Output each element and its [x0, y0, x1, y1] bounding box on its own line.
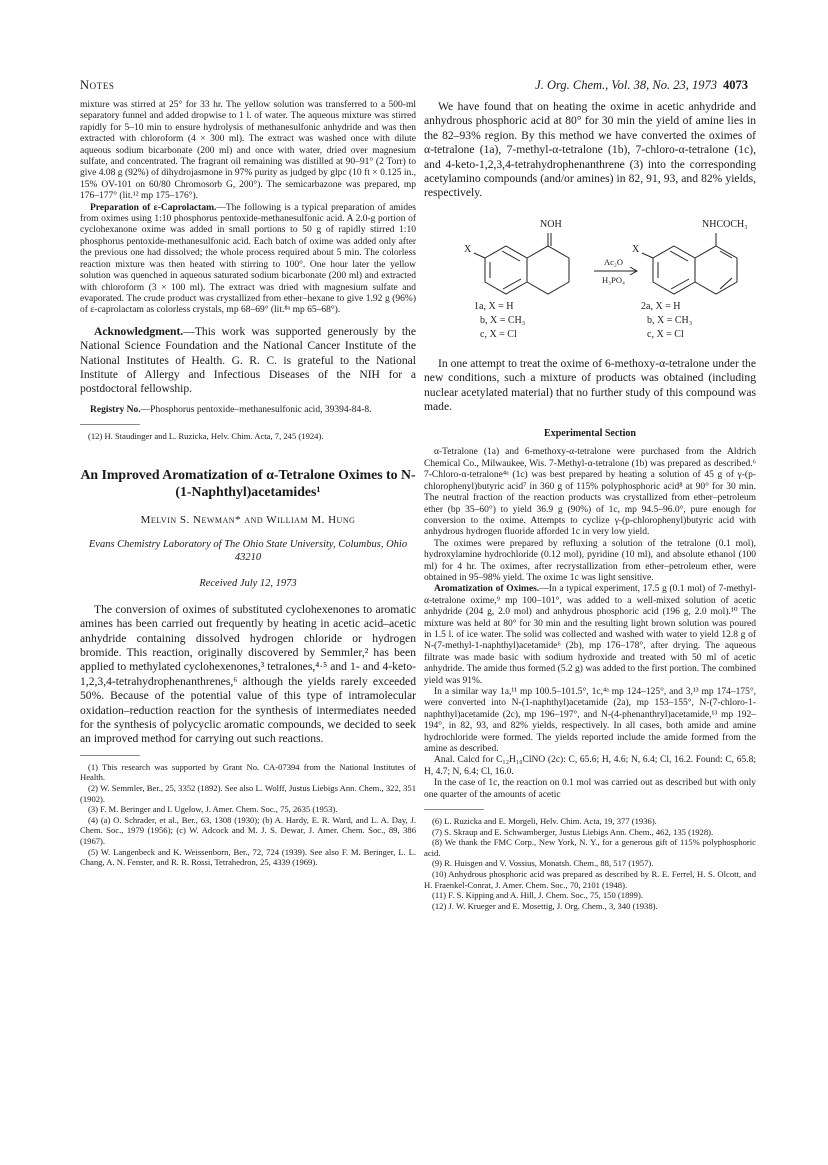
registry-text: —Phosphorus pentoxide–methanesulfonic acid, 39394-84-8. [140, 404, 372, 415]
caprolactam-paragraph [80, 203, 416, 317]
running-header-section: Notes [80, 78, 115, 92]
footnote-rule [80, 424, 140, 425]
page-number: 4073 [723, 78, 748, 92]
reagent-top: Ac₂O [604, 256, 624, 267]
running-header-journal [535, 78, 748, 93]
registry-heading: Registry No. [90, 404, 141, 415]
intro-paragraph: We have found that on heating the oxime in acetic anhydride and anhydrous phosphoric acid at 80° for 30 min the yield of amine lies in the 82–93% region. By this method we have converted the oximes of α-tetralone (1a), 7-methyl-α-tetralone (1b), 7-chloro-α-tetralone (1c), and 4-keto-1,2,3,4-tetrahydrophenanthrene (3) into the corresponding acetylamino compounds (and/or amines) in 82, 91, 93, and 82% yields, respectively. [424, 100, 756, 200]
footnote: (11) F. S. Kipping and A. Hill, J. Chem. Soc., 75, 150 (1899). [432, 890, 643, 901]
saturated-ring [527, 246, 569, 294]
footnote: (4) (a) O. Schrader, et al., Ber., 63, 1308 (1930); (b) A. Hardy, E. R. Ward, and L. A. Day, J. Chem. Soc., 1979 (1956); (c) W. Adcock and M. J. S. Dewar, J. Amer. Chem. Soc., 89, 386 (1967). [80, 814, 416, 846]
compound-label: b, X = CH₃ [647, 314, 693, 326]
substituent-x-label: X [464, 243, 472, 255]
compound-label: c, X = Cl [480, 328, 517, 340]
footnote-12: (12) H. Staudinger and L. Ruzicka, Helv. Chim. Acta, 7, 245 (1924). [88, 431, 324, 442]
received-date: Received July 12, 1973 [199, 577, 297, 589]
aromatization-text: —In a typical experiment, 17.5 g (0.1 mol) of 7-methyl-α-tetralone oxime,⁹ mp 100–101°, was added to a well-mixed solution of acetic anhydride (204 g, 2.0 mol) and anhydrous phosphoric acid (196 g, 2.0 mol).¹⁰ The mixture was held at 80° for 30 min and the resulting light brown solution was poured in 1.5 l. of ice water. The solid was collected and washed with water to yield 12.8 g of N-(7-methyl-1-naphthyl)acetamide⁶ (2b), mp 176–178°, after drying. The aqueous filtrate was made basic with sodium hydroxide and treated with 50 ml of acetic anhydride. The amide thus formed (5.2 g) was added to the first portion. The combined yield was 91%. [424, 584, 756, 686]
aromatization-paragraph [424, 584, 756, 687]
substituent-x-label: X [632, 243, 640, 255]
caprolactam-heading: Preparation of ε-Caprolactam. [90, 202, 217, 213]
footnote: (5) W. Langenbeck and K. Weissenborn, Ber., 72, 724 (1939). See also F. M. Beringer, L. L. Chang, A. N. Fenster, and R. R. Rossi, Tetrahedron, 25, 4339 (1969). [80, 846, 416, 868]
reagent-bottom: H₃PO₄ [602, 274, 625, 285]
similar-conversion-paragraph: In a similar way 1a,¹¹ mp 100.5–101.5°, 1c,⁴ᵃ mp 124–125°, and 3,¹³ mp 174–175°, were converted into N-(1-naphthyl)acetamide (2a), mp 153–155°, N-(7-chloro-1-naphthyl)acetamide (2c), mp 196–197°, and N-(4-phenanthryl)acetamide,¹³ mp 192–194°, in 82, 93, and 82% yields, respectively. In all cases, both amide and amine hydrochloride were formed. The yields reported include the amide formed from the amine as described. [424, 687, 756, 755]
reaction-scheme [424, 213, 756, 351]
footnote: (1) This research was supported by Grant No. CA-07394 from the National Institutes of Health. [80, 761, 416, 783]
affiliation: Evans Chemistry Laboratory of The Ohio State University, Columbus, Ohio 43210 [88, 538, 408, 563]
footnote: (8) We thank the FMC Corp., New York, N. Y., for a generous gift of 115% polyphosphoric acid. [424, 837, 756, 858]
ack-heading: Acknowledgment. [94, 324, 184, 338]
amide-group-label: NHCOCH₃ [702, 218, 748, 230]
experimental-paragraph: α-Tetralone (1a) and 6-methoxy-α-tetralone were purchased from the Aldrich Chemical Co., Milwaukee, Wis. 7-Methyl-α-tetralone (1b) was prepared as described.⁶ 7-Chloro-α-tetralone⁴ᵃ (1c) was best prepared by heating a solution of 45 g of γ-(p-chlorophenyl)butyric acid⁷ in 360 g of 115% polyphosphoric acid⁸ at 90° for 30 min. The neutral fraction of the reaction products was crystallized from ether–petroleum ether (bp 35–60°) to yield 36.9 g (90%) of 1c, mp 94.5–96.0°, pure enough for conversion to the oxime. Attempts to cyclize γ-(p-chlorophenyl)butyric acid with anhydrous hydrogen fluoride afforded 1c in very low yield. [424, 447, 756, 538]
ack-text: —This work was supported generously by the National Science Foundation and the National Cancer Institute of the National Institutes of Health. G. R. C. is grateful to the National Institute of Allergy and Infectious Diseases of the NIH for a postdoctoral fellowship. [80, 324, 416, 396]
procedure-paragraph: mixture was stirred at 25° for 33 hr. The yellow solution was transferred to a 500-ml separatory funnel and added dropwise to 1 l. of water. The aqueous mixture was stirred rapidly for 5–10 min to ensure hydrolysis of methanesulfonic anhydride and was then extracted with chloroform (4 × 300 ml). The extract was washed once with dilute aqueous sodium bicarbonate (200 ml) and once with water, dried over magnesium sulfate, and concentrated. The fragrant oil remaining was distilled at 90–91° (2 Torr) to give 4.08 g (92%) of dihydrojasmone in 97% purity as judged by glpc (10 ft × 0.125 in., 15% OV-101 on 60/80 Chromosorb G, 200°). The semicarbazone was prepared, mp 176–177° (lit.¹² mp 175–176°). [80, 100, 416, 202]
compound-label: 1a, X = H [474, 300, 514, 312]
oxime-group-label: NOH [540, 218, 562, 230]
footnote: (2) W. Semmler, Ber., 25, 3352 (1892). See also L. Wolff, Justus Liebigs Ann. Chem., 322, 351 (1902). [80, 783, 416, 804]
authors: Melvin S. Newman* and William M. Hung [140, 513, 356, 526]
compound-label: 2a, X = H [641, 300, 681, 312]
analysis-paragraph: Anal. Calcd for C₁₂H₁₀ClNO (2c): C, 65.6; H, 4.6; N, 6.4; Cl, 16.2. Found: C, 65.8; H, 4.7; N, 6.4; Cl, 16.0. [424, 755, 756, 777]
right-column [424, 100, 756, 911]
footnote: (10) Anhydrous phosphoric acid was prepared as described by R. E. Ferrel, H. S. Olcott, and H. Fraenkel-Conrat, J. Amer. Chem. Soc., 70, 2101 (1948). [424, 869, 756, 890]
compound-label: c, X = Cl [647, 328, 684, 340]
compound-label: b, X = CH₃ [480, 314, 526, 326]
experimental-section-heading: Experimental Section [544, 428, 636, 440]
footnote: (9) R. Huisgen and V. Vossius, Monatsh. Chem., 88, 517 (1957). [432, 858, 654, 869]
footnote-rule [424, 809, 484, 810]
acknowledgment [80, 325, 416, 397]
footnote-rule [80, 755, 140, 756]
footnote: (12) J. W. Krueger and E. Mosettig, J. Org. Chem., 3, 340 (1938). [432, 900, 658, 911]
footnote: (7) S. Skraup and E. Schwamberger, Justus Liebigs Ann. Chem., 462, 135 (1928). [432, 826, 714, 837]
aromatization-heading: Aromatization of Oximes. [434, 584, 540, 595]
oxime-prep-paragraph: The oximes were prepared by refluxing a solution of the tetralone (0.1 mol), hydroxylamine hydrochloride (0.12 mol), pyridine (10 ml), and absolute ethanol (100 ml) for 4 hr. The oximes, after recrystallization from ether–petroleum ether, were obtained in 95–98% yield. The oxime 1c was light sensitive. [424, 538, 756, 583]
footnote: (6) L. Ruzicka and E. Morgeli, Helv. Chim. Acta, 19, 377 (1936). [432, 816, 657, 827]
journal-citation: J. Org. Chem., Vol. 38, No. 23, 1973 [535, 78, 717, 92]
abstract-paragraph: The conversion of oximes of substituted cyclohexenones to aromatic amines has been carried out frequently by heating in acetic acid–acetic anhydride containing dissolved hydrogen chloride or hydrogen bromide. This reaction, originally discovered by Semmler,² has been applied to methylated cyclohexenones,³ tetralones,⁴·⁵ and 1- and 4-keto-1,2,3,4-tetrahydrophenanthrenes,⁶ although the yields rarely exceeded 50%. Because of the potential value of this type of intramolecular oxidation–reduction reaction for the synthesis of intermediates needed for the synthesis of polycyclic aromatic compounds, we decided to seek an improved method for carrying out such reactions. [80, 602, 416, 746]
footnote: (3) F. M. Beringer and I. Ugelow, J. Amer. Chem. Soc., 75, 2635 (1953). [88, 804, 338, 815]
article-title: An Improved Aromatization of α-Tetralone Oximes to N-(1-Naphthyl)acetamides¹ [80, 466, 416, 499]
left-column [80, 100, 416, 868]
methoxy-paragraph: In one attempt to treat the oxime of 6-methoxy-α-tetralone under the new conditions, such a mixture of products was obtained (including nuclear acetylated material) that no further study of this compound was made. [424, 356, 756, 414]
caprolactam-text: —The following is a typical preparation of amides from oximes using 1:10 phosphorus pentoxide-methanesulfonic acid. A 2.0-g portion of cyclohexanone oxime was added in small portions to 50 g of rapidly stirred 1:10 phosphorus pentoxide-methanesulfonic acid. Each batch of oxime was added only after the previous one had dissolved; the whole process required about 5 min. The colorless reaction mixture was then heated with stirring to 100°. One hour later the yellow solution was quenched in aqueous saturated sodium bicarbonate (200 ml) and extracted with chloroform (3 × 100 ml). The extract was dried with magnesium sulfate and evaporated. The crude product was crystallized from ether–hexane to give 1.92 g (96%) of ε-caprolactam as colorless crystals, mp 68–69° (lit.⁸ᵃ mp 65–68°). [80, 202, 416, 316]
reaction-scheme-drawing [424, 213, 756, 351]
registry-number [80, 405, 416, 416]
case-paragraph: In the case of 1c, the reaction on 0.1 mol was carried out as described but with only one quarter of the amounts of acetic [424, 778, 756, 800]
naphthalene-ring [695, 246, 737, 294]
